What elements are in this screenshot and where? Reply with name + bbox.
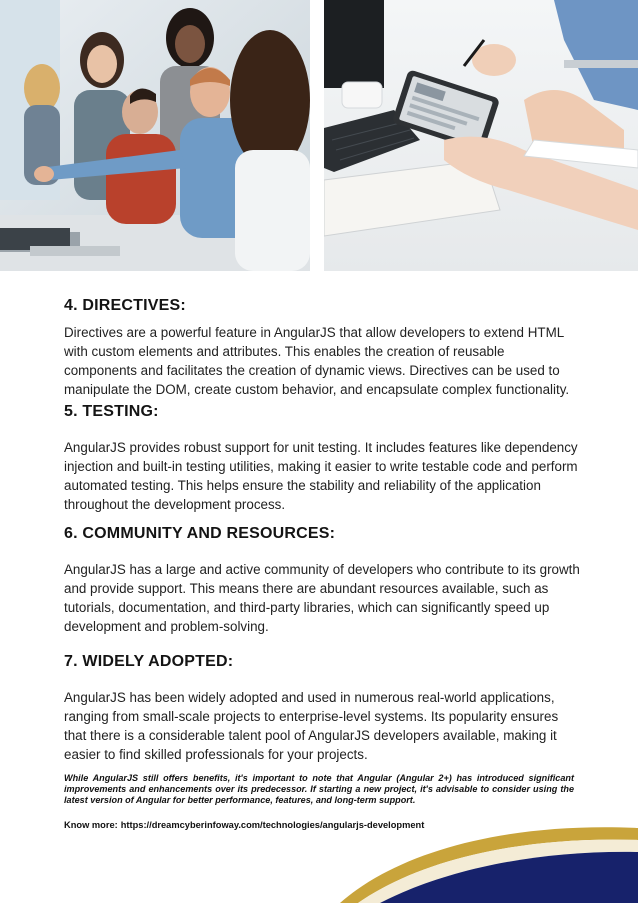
know-more-link[interactable]: https://dreamcyberinfoway.com/technologies/angularjs-development	[120, 820, 425, 830]
corner-swoosh-decoration	[340, 820, 638, 903]
section-body: AngularJS provides robust support for unit testing. It includes features like dependency injection and built-in testing utilities, making it easier to write testable code and perform automated testing. This helps ensure the stability and reliability of the application throughout the development process.	[64, 440, 578, 512]
section-directives	[64, 297, 580, 399]
section-body: AngularJS has a large and active community of developers who contribute to its growth and provide support. This means there are abundant resources available, such as tutorials, documentation, and third-party libraries, which can significantly speed up development and problem-solving.	[64, 562, 580, 634]
section-heading: 5. TESTING:	[64, 403, 159, 420]
section-widely-adopted	[64, 653, 580, 764]
team-meeting-illustration	[0, 0, 310, 271]
know-more-label: Know more:	[64, 820, 118, 830]
section-body: AngularJS has been widely adopted and used in numerous real-world applications, ranging from small-scale projects to enterprise-level systems. Its popularity ensures that there is a considerable talent pool of AngularJS developers available, making it easier to find skilled professionals for your projects.	[64, 690, 559, 762]
closing-note: While AngularJS still offers benefits, it's important to note that Angular (Angular 2+) has introduced significant improvements and enhancements over its predecessor. If starting a new project, it's advisable to consider using the latest version of Angular for better performance, features, and long-term support.	[64, 773, 574, 805]
section-testing	[64, 403, 580, 514]
team-meeting-photo	[0, 0, 310, 271]
section-heading: 4. DIRECTIVES:	[64, 297, 186, 314]
tablet-workspace-photo	[324, 0, 638, 271]
section-body: Directives are a powerful feature in AngularJS that allow developers to extend HTML with custom elements and attributes. This enables the creation of reusable components and facilitates the creation of dynamic views. Directives can be used to manipulate the DOM, create custom behavior, and encapsulate complex functionality.	[64, 325, 570, 397]
tablet-workspace-illustration	[324, 0, 638, 271]
section-community	[64, 525, 580, 636]
section-heading: 6. COMMUNITY AND RESOURCES:	[64, 525, 336, 542]
section-heading: 7. WIDELY ADOPTED:	[64, 653, 234, 670]
